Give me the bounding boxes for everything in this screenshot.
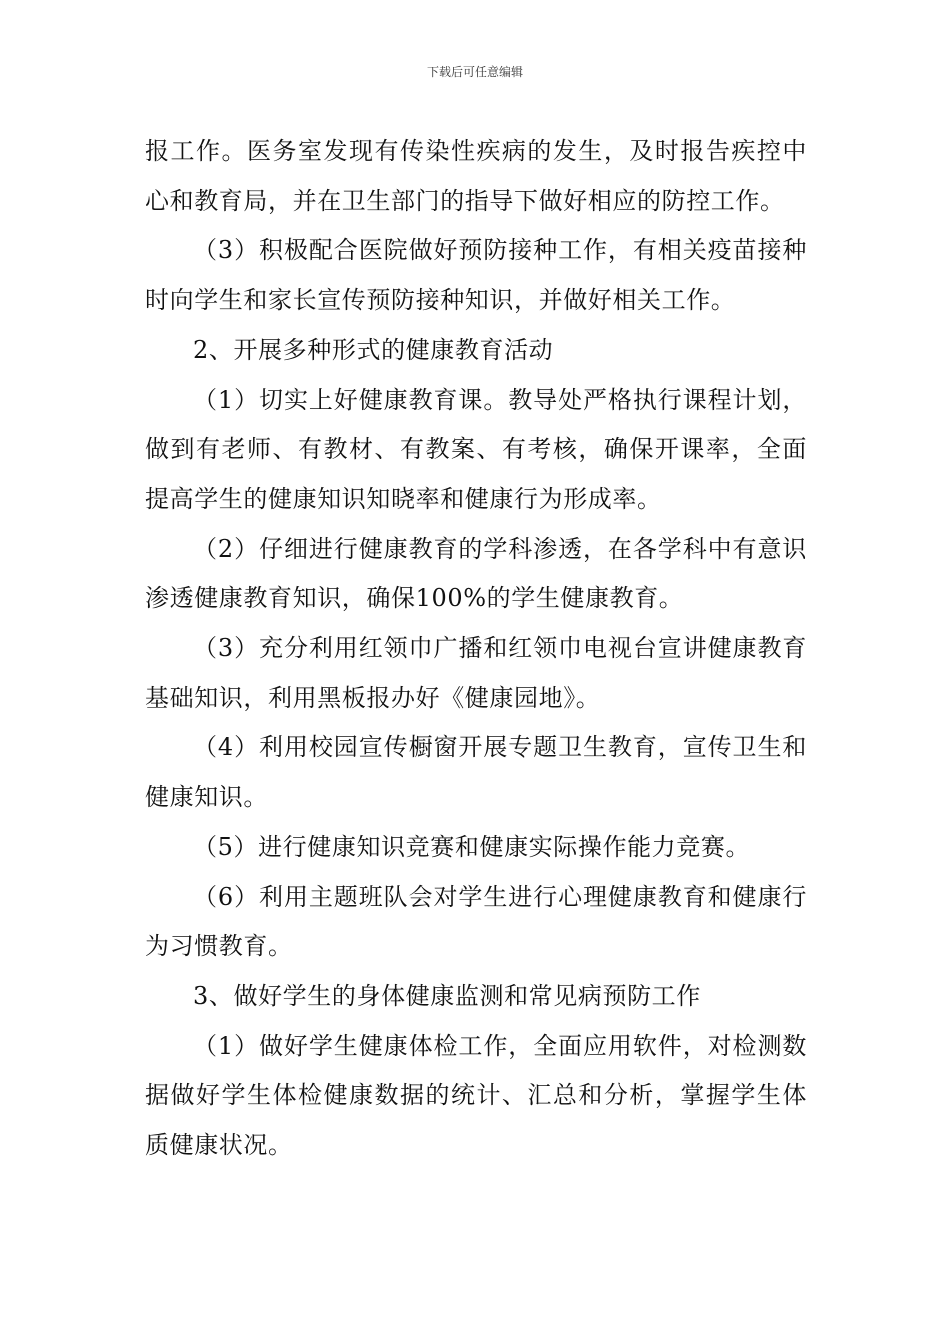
paragraph-item-physical-exam: （1）做好学生健康体检工作，全面应用软件，对检测数据做好学生体检健康数据的统计、汇总和分析，掌握学生体质健康状况。	[145, 1031, 807, 1160]
paragraph-item-broadcast: （3）充分利用红领巾广播和红领巾电视台宣讲健康教育基础知识，利用黑板报办好《健康园地》。	[145, 634, 807, 712]
paragraph-item-class-meeting: （6）利用主题班队会对学生进行心理健康教育和健康行为习惯教育。	[145, 882, 807, 961]
document-body	[145, 127, 807, 1171]
paragraph-continuation: 报工作。医务室发现有传染性疾病的发生，及时报告疾控中心和教育局，并在卫生部门的指导下做好相应的防控工作。	[145, 137, 807, 215]
paragraph-item-competition: （5）进行健康知识竞赛和健康实际操作能力竞赛。	[193, 832, 751, 861]
paragraph-item-vaccination: （3）积极配合医院做好预防接种工作，有相关疫苗接种时向学生和家长宣传预防接种知识，并做好相关工作。	[145, 236, 807, 315]
paragraph-item-health-class: （1）切实上好健康教育课。教导处严格执行课程计划，做到有老师、有教材、有教案、有考核，确保开课率，全面提高学生的健康知识知晓率和健康行为形成率。	[145, 385, 807, 513]
section-heading-health-monitoring: 3、做好学生的身体健康监测和常见病预防工作	[193, 981, 701, 1010]
section-heading-health-education: 2、开展多种形式的健康教育活动	[193, 335, 554, 364]
page-header-note: 下载后可任意编辑	[426, 65, 523, 79]
paragraph-item-showcase: （4）利用校园宣传橱窗开展专题卫生教育，宣传卫生和健康知识。	[145, 733, 807, 812]
paragraph-item-subject-integration: （2）仔细进行健康教育的学科渗透，在各学科中有意识渗透健康教育知识，确保100%的学生健康教育。	[145, 534, 807, 613]
